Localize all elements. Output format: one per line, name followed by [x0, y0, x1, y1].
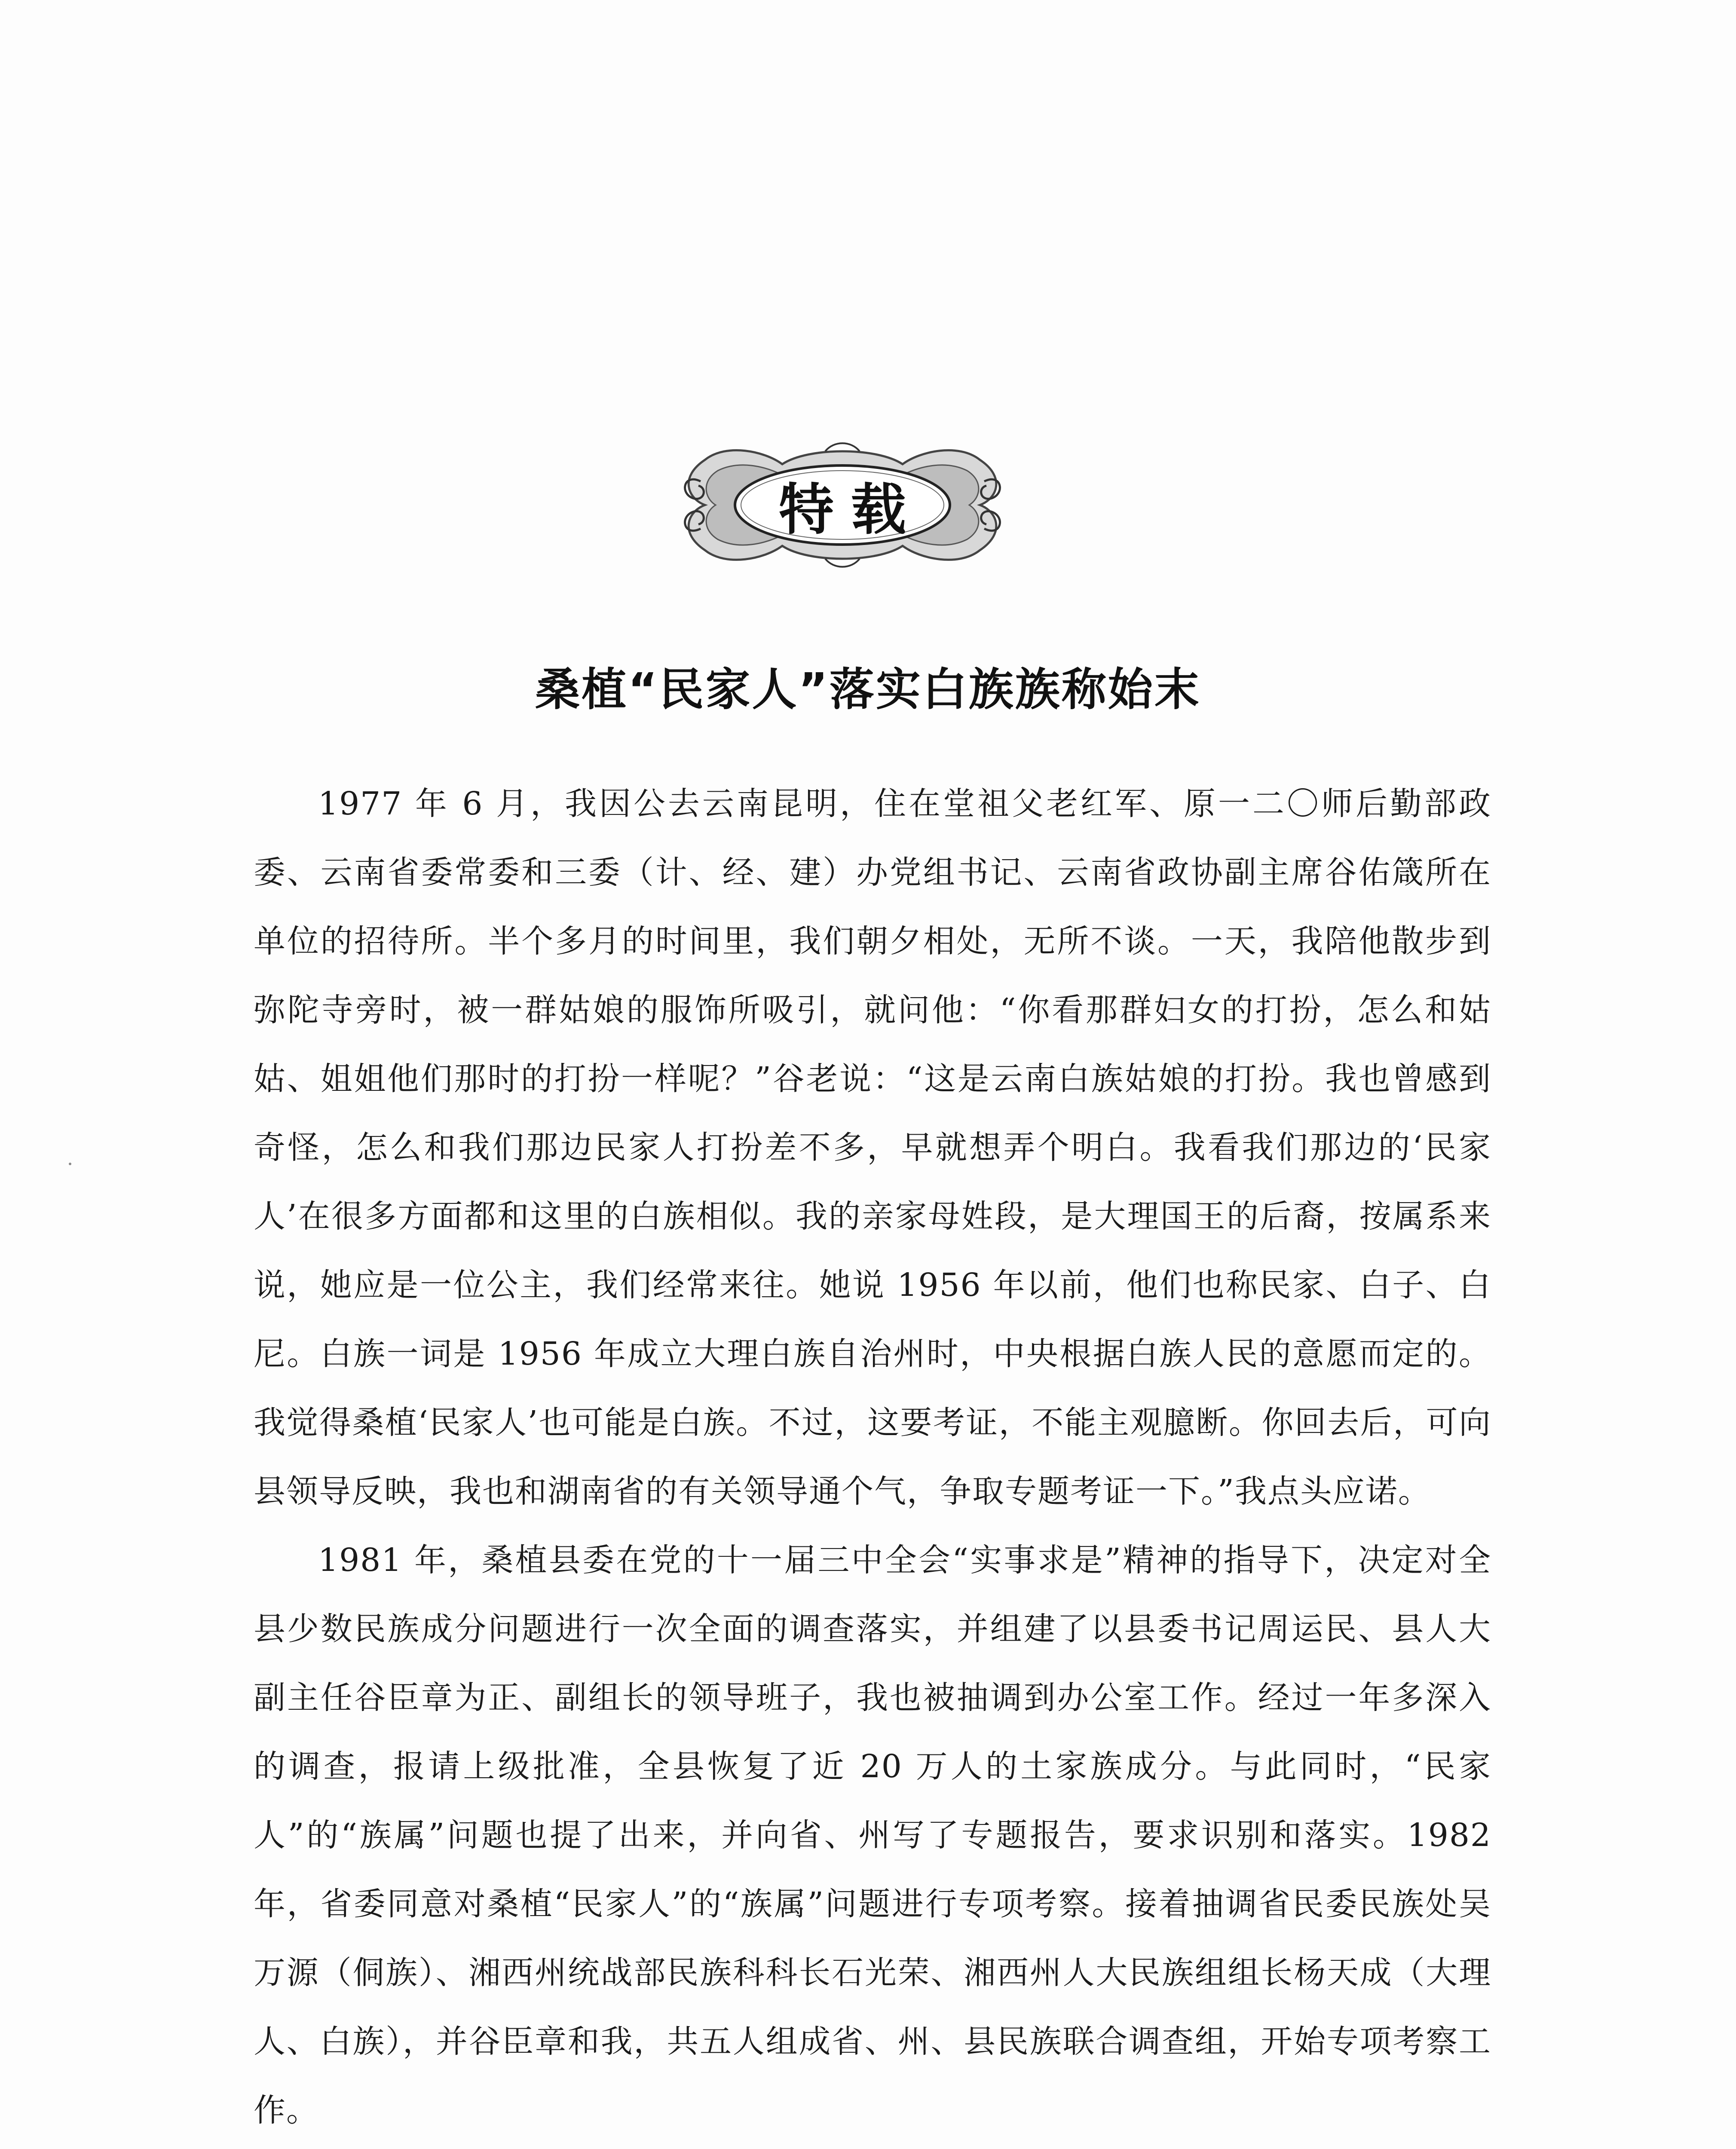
section-badge	[653, 434, 1032, 576]
section-badge-label: 特载	[778, 478, 923, 542]
article-title: 桑植“民家人”落实白族族称始末	[535, 663, 1201, 716]
paragraph: 1981 年，桑植县委在党的十一届三中全会“实事求是”精神的指导下，决定对全县少数民族成分问题进行一次全面的调查落实，并组建了以县委书记周运民、县人大副主任谷臣章为正、副组长的领导班子，我也被抽调到办公室工作。经过一年多深入的调查，报请上级批准，全县恢复了近 20 万人的土家族成分。与此同时，“民家人”的“族属”问题也提了出来，并向省、州写了专题报告，要求识别和落实。1982 年，省委同意对桑植“民家人”的“族属”问题进行专项考察。接着抽调省民委民族处吴万源（侗族）、湘西州统战部民族科科长石光荣、湘西州人大民族组组长杨天成（大理人、白族），并谷臣章和我，共五人组成省、州、县民族联合调查组，开始专项考察工作。	[254, 1542, 1491, 2129]
paragraph: 1977 年 6 月，我因公去云南昆明，住在堂祖父老红军、原一二〇师后勤部政委、云南省委常委和三委（计、经、建）办党组书记、云南省政协副主席谷佑箴所在单位的招待所。半个多月的时间里，我们朝夕相处，无所不谈。一天，我陪他散步到弥陀寺旁时，被一群姑娘的服饰所吸引，就问他：“你看那群妇女的打扮，怎么和姑姑、姐姐他们那时的打扮一样呢？”谷老说：“这是云南白族姑娘的打扮。我也曾感到奇怪，怎么和我们那边民家人打扮差不多，早就想弄个明白。我看我们那边的‘民家人’在很多方面都和这里的白族相似。我的亲家母姓段，是大理国王的后裔，按属系来说，她应是一位公主，我们经常来往。她说 1956 年以前，他们也称民家、白子、白尼。白族一词是 1956 年成立大理白族自治州时，中央根据白族人民的意愿而定的。我觉得桑植‘民家人’也可能是白族。不过，这要考证，不能主观臆断。你回去后，可向县领导反映，我也和湖南省的有关领导通个气，争取专题考证一下。”我点头应诺。	[254, 785, 1491, 1510]
scan-speck	[69, 1163, 71, 1165]
paragraph	[254, 2145, 1491, 2149]
article-body	[254, 769, 1491, 2149]
